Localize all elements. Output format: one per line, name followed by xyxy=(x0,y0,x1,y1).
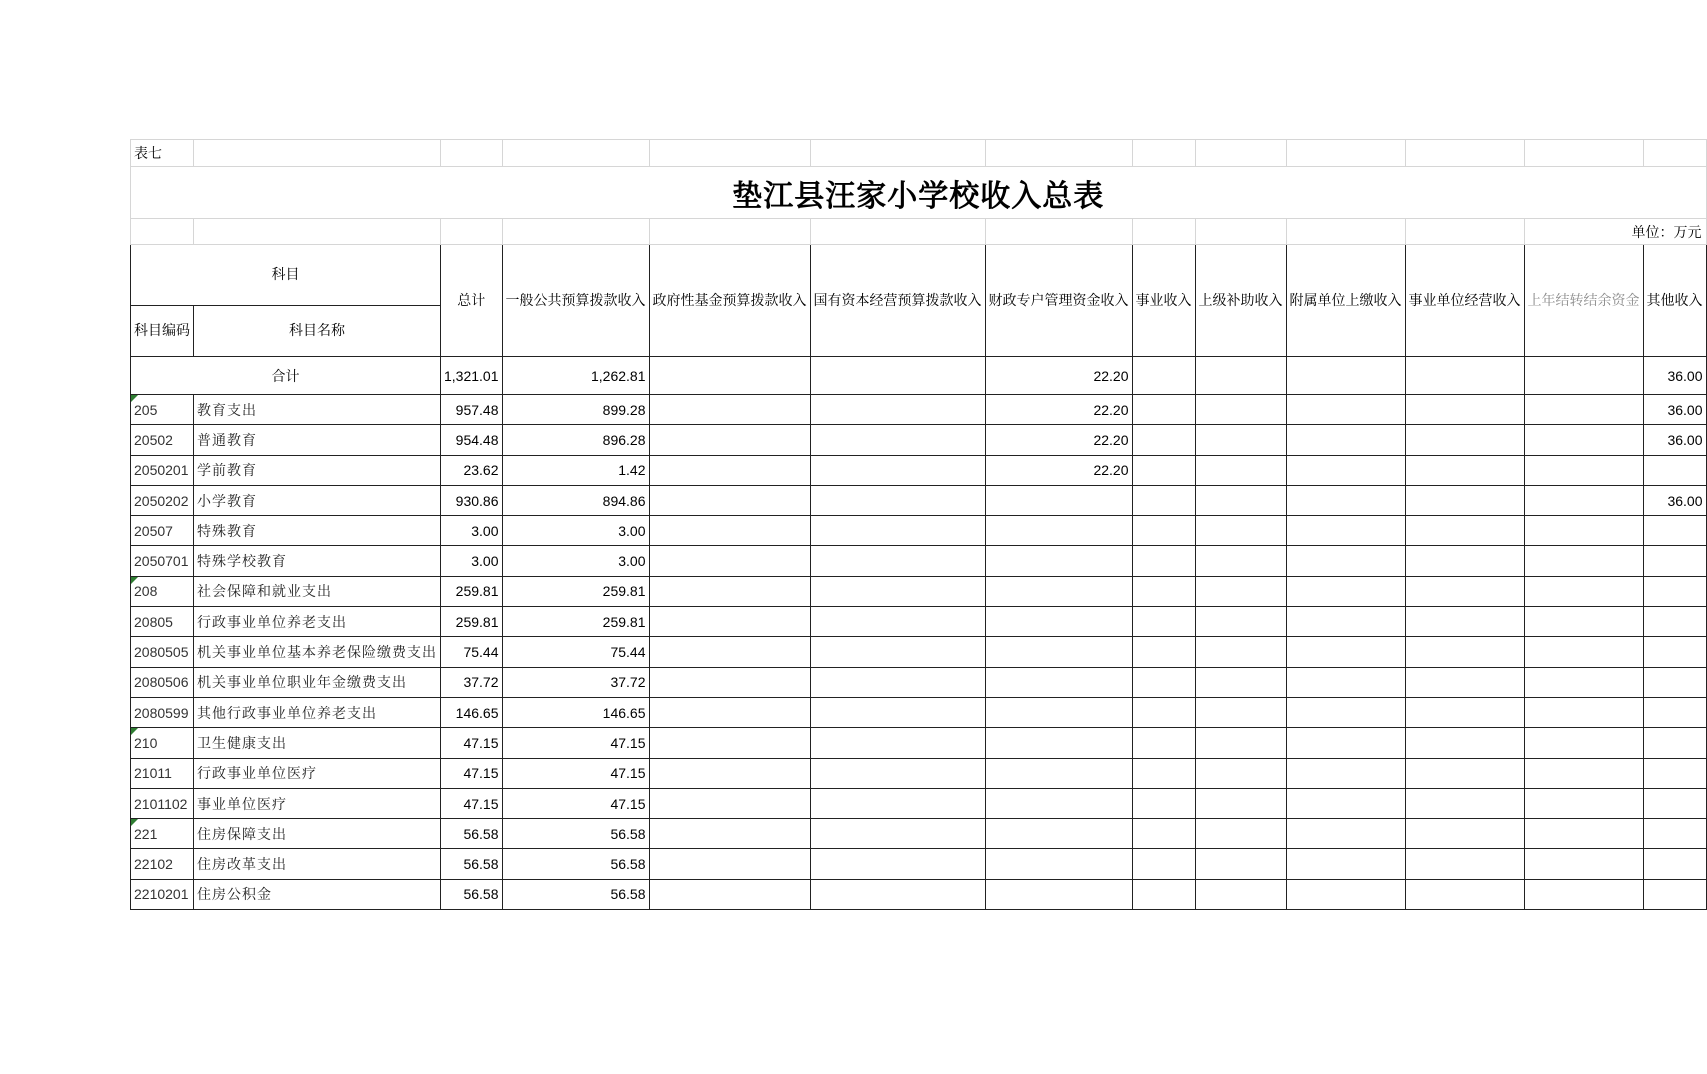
row-code: 2050201 xyxy=(131,455,194,485)
row-other-income: 36.00 xyxy=(1643,395,1706,425)
table-row xyxy=(131,637,1707,667)
row-other-income xyxy=(1643,879,1706,909)
unit-row xyxy=(131,219,1707,245)
row-name: 住房保障支出 xyxy=(194,819,441,849)
header-subject-code: 科目编码 xyxy=(131,306,194,357)
row-general-budget: 894.86 xyxy=(502,485,649,515)
row-general-budget: 259.81 xyxy=(502,607,649,637)
table-row xyxy=(131,516,1707,546)
row-total: 23.62 xyxy=(441,455,503,485)
totals-other-income: 36.00 xyxy=(1643,357,1706,395)
row-code: 210 xyxy=(131,728,194,758)
row-special-fund xyxy=(985,637,1132,667)
row-other-income xyxy=(1643,607,1706,637)
row-other-income xyxy=(1643,637,1706,667)
row-name: 其他行政事业单位养老支出 xyxy=(194,697,441,727)
row-code: 2080599 xyxy=(131,697,194,727)
row-total: 954.48 xyxy=(441,425,503,455)
row-name: 行政事业单位养老支出 xyxy=(194,607,441,637)
row-special-fund xyxy=(985,546,1132,576)
row-code: 20507 xyxy=(131,516,194,546)
row-other-income xyxy=(1643,546,1706,576)
header-row-1 xyxy=(131,245,1707,306)
row-code: 2080505 xyxy=(131,637,194,667)
row-general-budget: 47.15 xyxy=(502,728,649,758)
totals-total: 1,321.01 xyxy=(441,357,503,395)
row-code: 2050701 xyxy=(131,546,194,576)
row-special-fund xyxy=(985,576,1132,606)
row-name: 学前教育 xyxy=(194,455,441,485)
row-special-fund xyxy=(985,667,1132,697)
header-operating-income: 事业单位经营收入 xyxy=(1405,245,1524,357)
row-total: 37.72 xyxy=(441,667,503,697)
row-other-income xyxy=(1643,697,1706,727)
row-code: 20502 xyxy=(131,425,194,455)
row-other-income xyxy=(1643,516,1706,546)
row-code: 208 xyxy=(131,576,194,606)
row-total: 146.65 xyxy=(441,697,503,727)
row-name: 小学教育 xyxy=(194,485,441,515)
row-general-budget: 899.28 xyxy=(502,395,649,425)
sheet-label-row xyxy=(131,140,1707,167)
row-other-income xyxy=(1643,788,1706,818)
row-special-fund xyxy=(985,516,1132,546)
row-other-income: 36.00 xyxy=(1643,425,1706,455)
row-name: 机关事业单位职业年金缴费支出 xyxy=(194,667,441,697)
row-other-income xyxy=(1643,576,1706,606)
row-other-income xyxy=(1643,728,1706,758)
row-total: 930.86 xyxy=(441,485,503,515)
row-special-fund xyxy=(985,697,1132,727)
row-name: 住房改革支出 xyxy=(194,849,441,879)
row-special-fund xyxy=(985,879,1132,909)
row-general-budget: 37.72 xyxy=(502,667,649,697)
row-other-income xyxy=(1643,819,1706,849)
row-name: 卫生健康支出 xyxy=(194,728,441,758)
header-affiliate-income: 附属单位上缴收入 xyxy=(1286,245,1405,357)
row-special-fund xyxy=(985,485,1132,515)
row-general-budget: 259.81 xyxy=(502,576,649,606)
row-name: 机关事业单位基本养老保险缴费支出 xyxy=(194,637,441,667)
table-row xyxy=(131,576,1707,606)
row-general-budget: 47.15 xyxy=(502,788,649,818)
row-code: 21011 xyxy=(131,758,194,788)
row-code: 221 xyxy=(131,819,194,849)
table-row xyxy=(131,667,1707,697)
row-other-income: 36.00 xyxy=(1643,485,1706,515)
table-row xyxy=(131,607,1707,637)
row-special-fund xyxy=(985,849,1132,879)
row-total: 3.00 xyxy=(441,546,503,576)
row-general-budget: 56.58 xyxy=(502,819,649,849)
table-row xyxy=(131,728,1707,758)
row-total: 3.00 xyxy=(441,516,503,546)
header-general-budget: 一般公共预算拨款收入 xyxy=(502,245,649,357)
table-row xyxy=(131,395,1707,425)
row-general-budget: 1.42 xyxy=(502,455,649,485)
row-other-income xyxy=(1643,667,1706,697)
row-special-fund: 22.20 xyxy=(985,455,1132,485)
row-total: 259.81 xyxy=(441,576,503,606)
header-other-income: 其他收入 xyxy=(1643,245,1706,357)
row-special-fund: 22.20 xyxy=(985,425,1132,455)
header-subsidy-income: 上级补助收入 xyxy=(1195,245,1286,357)
table-row xyxy=(131,425,1707,455)
header-business-income: 事业收入 xyxy=(1132,245,1195,357)
row-name: 社会保障和就业支出 xyxy=(194,576,441,606)
row-code: 2080506 xyxy=(131,667,194,697)
row-name: 住房公积金 xyxy=(194,879,441,909)
row-name: 教育支出 xyxy=(194,395,441,425)
row-special-fund xyxy=(985,819,1132,849)
row-total: 75.44 xyxy=(441,637,503,667)
sheet-label: 表七 xyxy=(131,140,194,167)
row-total: 47.15 xyxy=(441,758,503,788)
row-general-budget: 56.58 xyxy=(502,849,649,879)
row-code: 2210201 xyxy=(131,879,194,909)
row-total: 259.81 xyxy=(441,607,503,637)
totals-label: 合计 xyxy=(131,357,441,395)
row-name: 普通教育 xyxy=(194,425,441,455)
income-summary-sheet xyxy=(130,139,1707,910)
totals-special-fund: 22.20 xyxy=(985,357,1132,395)
unit-label: 单位：万元 xyxy=(1524,219,1706,245)
row-special-fund: 22.20 xyxy=(985,395,1132,425)
table-row xyxy=(131,758,1707,788)
row-general-budget: 146.65 xyxy=(502,697,649,727)
table-row xyxy=(131,788,1707,818)
table-row xyxy=(131,879,1707,909)
row-total: 957.48 xyxy=(441,395,503,425)
table-row xyxy=(131,485,1707,515)
row-total: 47.15 xyxy=(441,788,503,818)
table-row xyxy=(131,455,1707,485)
row-name: 事业单位医疗 xyxy=(194,788,441,818)
table-row xyxy=(131,819,1707,849)
cell-flag-icon xyxy=(131,577,138,584)
row-other-income xyxy=(1643,455,1706,485)
row-total: 56.58 xyxy=(441,819,503,849)
row-code: 2101102 xyxy=(131,788,194,818)
row-name: 特殊教育 xyxy=(194,516,441,546)
row-total: 56.58 xyxy=(441,879,503,909)
row-general-budget: 56.58 xyxy=(502,879,649,909)
cell-flag-icon xyxy=(131,728,138,735)
header-state-capital: 国有资本经营预算拨款收入 xyxy=(810,245,985,357)
row-general-budget: 3.00 xyxy=(502,546,649,576)
row-other-income xyxy=(1643,849,1706,879)
row-code: 205 xyxy=(131,395,194,425)
header-subject: 科目 xyxy=(131,245,441,306)
table-row xyxy=(131,546,1707,576)
title-row xyxy=(131,167,1707,219)
row-general-budget: 3.00 xyxy=(502,516,649,546)
table-row xyxy=(131,849,1707,879)
page-title: 垫江县汪家小学校收入总表 xyxy=(131,167,1707,219)
row-code: 22102 xyxy=(131,849,194,879)
row-total: 47.15 xyxy=(441,728,503,758)
row-general-budget: 47.15 xyxy=(502,758,649,788)
header-subject-name: 科目名称 xyxy=(194,306,441,357)
totals-general-budget: 1,262.81 xyxy=(502,357,649,395)
cell-flag-icon xyxy=(131,819,138,826)
row-special-fund xyxy=(985,788,1132,818)
table-row xyxy=(131,697,1707,727)
header-gov-fund: 政府性基金预算拨款收入 xyxy=(649,245,810,357)
header-total: 总计 xyxy=(441,245,503,357)
cell-flag-icon xyxy=(131,395,138,402)
header-carryover: 上年结转结余资金 xyxy=(1524,245,1643,357)
row-code: 20805 xyxy=(131,607,194,637)
header-special-fund: 财政专户管理资金收入 xyxy=(985,245,1132,357)
row-special-fund xyxy=(985,728,1132,758)
totals-row xyxy=(131,357,1707,395)
row-code: 2050202 xyxy=(131,485,194,515)
row-general-budget: 896.28 xyxy=(502,425,649,455)
row-name: 特殊学校教育 xyxy=(194,546,441,576)
row-name: 行政事业单位医疗 xyxy=(194,758,441,788)
row-special-fund xyxy=(985,758,1132,788)
row-general-budget: 75.44 xyxy=(502,637,649,667)
row-total: 56.58 xyxy=(441,849,503,879)
row-special-fund xyxy=(985,607,1132,637)
row-other-income xyxy=(1643,758,1706,788)
